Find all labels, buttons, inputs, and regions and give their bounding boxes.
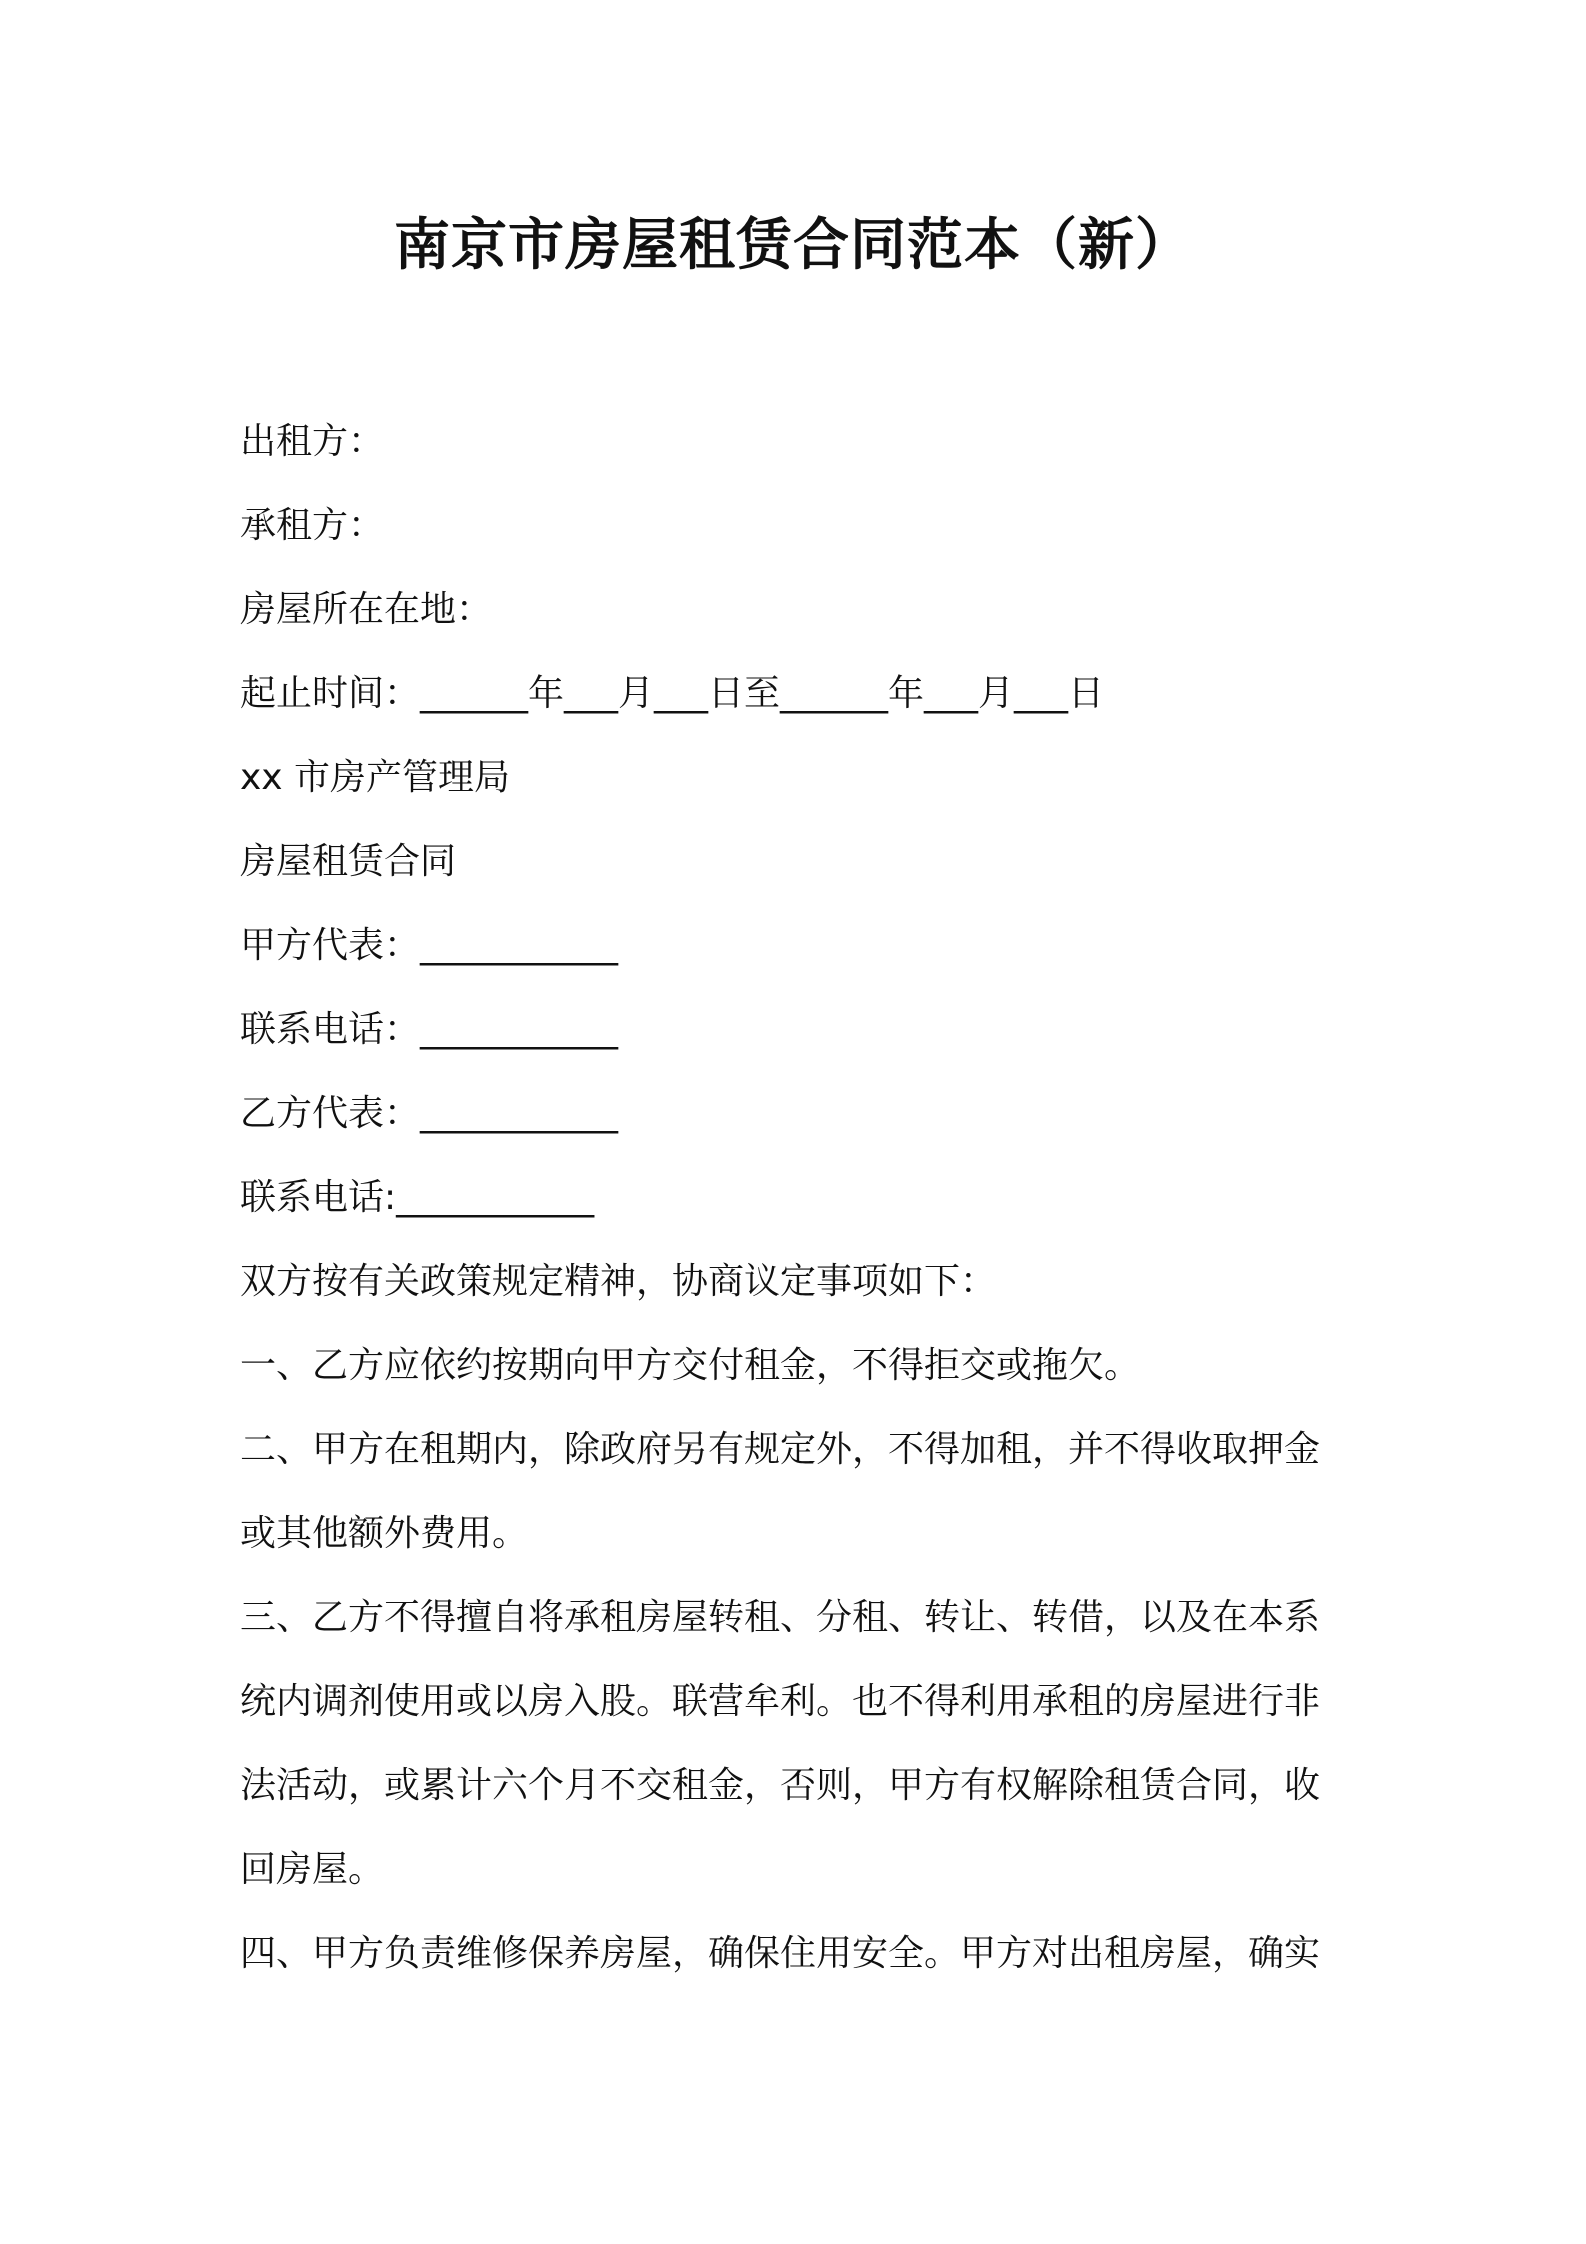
document-title: 南京市房屋租赁合同范本（新） xyxy=(394,213,1192,278)
text-line: 房屋租赁合同 xyxy=(240,841,457,882)
text-line: 出租方： xyxy=(240,421,385,462)
text-line: 联系电话：___________ xyxy=(240,1009,619,1050)
text-line: 或其他额外费用。 xyxy=(240,1513,529,1554)
text-line: 三、乙方不得擅自将承租房屋转租、分租、转让、转借，以及在本系 xyxy=(240,1597,1321,1638)
text-line: 联系电话:___________ xyxy=(240,1177,595,1218)
text-line: xx 市房产管理局 xyxy=(240,757,511,798)
text-line: 起止时间：______年___月___日至______年___月___日 xyxy=(240,673,1105,714)
text-line: 统内调剂使用或以房入股。联营牟利。也不得利用承租的房屋进行非 xyxy=(240,1681,1321,1722)
text-line: 乙方代表：___________ xyxy=(240,1093,619,1134)
text-line: 法活动，或累计六个月不交租金，否则，甲方有权解除租赁合同，收 xyxy=(240,1765,1321,1806)
text-line: 甲方代表：___________ xyxy=(240,925,619,966)
text-line: 双方按有关政策规定精神，协商议定事项如下： xyxy=(240,1261,997,1302)
text-line: 二、甲方在租期内，除政府另有规定外，不得加租，并不得收取押金 xyxy=(240,1429,1321,1470)
text-line: 回房屋。 xyxy=(240,1849,385,1890)
text-line: 一、乙方应依约按期向甲方交付租金，不得拒交或拖欠。 xyxy=(240,1345,1141,1386)
document-body xyxy=(240,400,1360,1996)
text-line: 承租方： xyxy=(240,505,385,546)
text-line: 房屋所在在地： xyxy=(240,589,493,630)
text-line: 四、甲方负责维修保养房屋，确保住用安全。甲方对出租房屋，确实 xyxy=(240,1933,1321,1974)
